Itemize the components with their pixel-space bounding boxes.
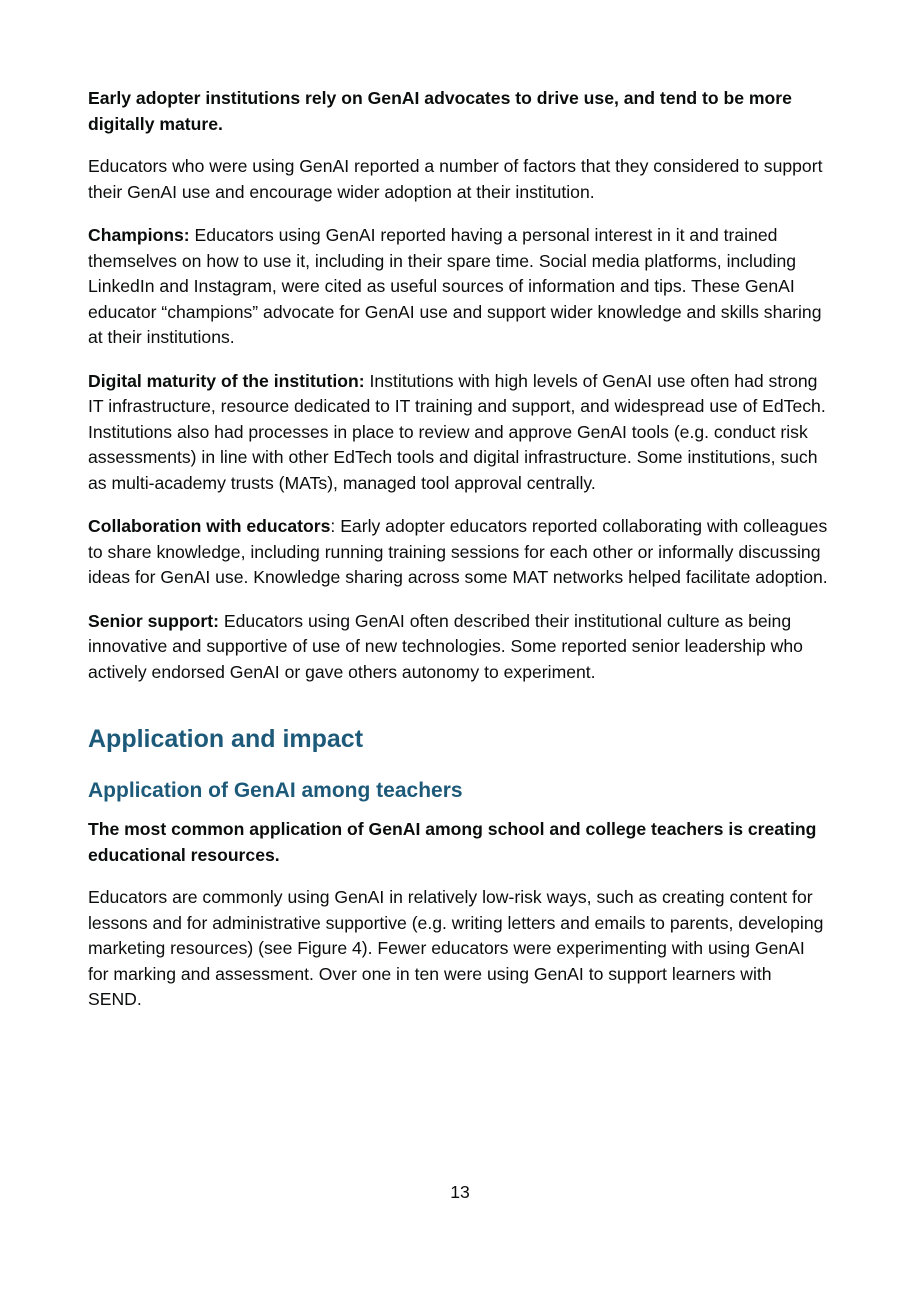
intro-paragraph: Educators who were using GenAI reported a number of factors that they considered to support their GenAI use and encourage wider adoption at their institution. [88, 156, 823, 202]
factor-term: Senior support: [88, 610, 219, 631]
factor-text: Institutions with high levels of GenAI use often had strong IT infrastructure, resource dedicated to IT training and support, and widespread use of EdTech. Institutions also had processes in place to review and approve GenAI tools (e.g. conduct risk assessments) in line with other EdTech tools and digital infrastructure. Some institutions, such as multi-academy trusts (MATs), managed tool approval centrally. [88, 370, 826, 493]
section-paragraph: Educators are commonly using GenAI in relatively low-risk ways, such as creating content for lessons and for administrative supportive (e.g. writing letters and emails to parents, developing marketing resources) (see Figure 4). Fewer educators were experimenting with using GenAI for marking and assessment. Over one in ten were using GenAI to support learners with SEND. [88, 887, 824, 1009]
factor-senior-support [88, 609, 830, 686]
section-subheading: Application of GenAI among teachers [88, 779, 463, 802]
factor-collaboration [88, 514, 830, 591]
factor-champions [88, 223, 830, 351]
section-heading: Application and impact [88, 725, 364, 753]
section-lead: The most common application of GenAI among school and college teachers is creating educational resources. [88, 819, 817, 865]
factor-term: Collaboration with educators [88, 516, 331, 536]
factor-digital-maturity [88, 369, 830, 497]
page-number: 13 [450, 1182, 470, 1202]
factor-term: Digital maturity of the institution: [88, 370, 365, 391]
factor-text: : Early adopter educators reported collaborating with colleagues to share knowledge, including running training sessions for each other or informally discussing ideas for GenAI use. Knowledge sharing across some MAT networks helped facilitate adoption. [88, 516, 828, 587]
factor-term: Champions: [88, 225, 190, 245]
intro-lead: Early adopter institutions rely on GenAI advocates to drive use, and tend to be more digitally mature. [88, 88, 792, 134]
document-page [88, 86, 830, 1013]
factor-text: Educators using GenAI often described their institutional culture as being innovative and supportive of use of new technologies. Some reported senior leadership who actively endorsed GenAI or gave others autonomy to experiment. [88, 610, 803, 682]
factor-text: Educators using GenAI reported having a personal interest in it and trained themselves on how to use it, including in their spare time. Social media platforms, including LinkedIn and Instagram, were cited as useful sources of information and tips. These GenAI educator “champions” advocate for GenAI use and support wider knowledge and skills sharing at their institutions. [88, 225, 822, 347]
